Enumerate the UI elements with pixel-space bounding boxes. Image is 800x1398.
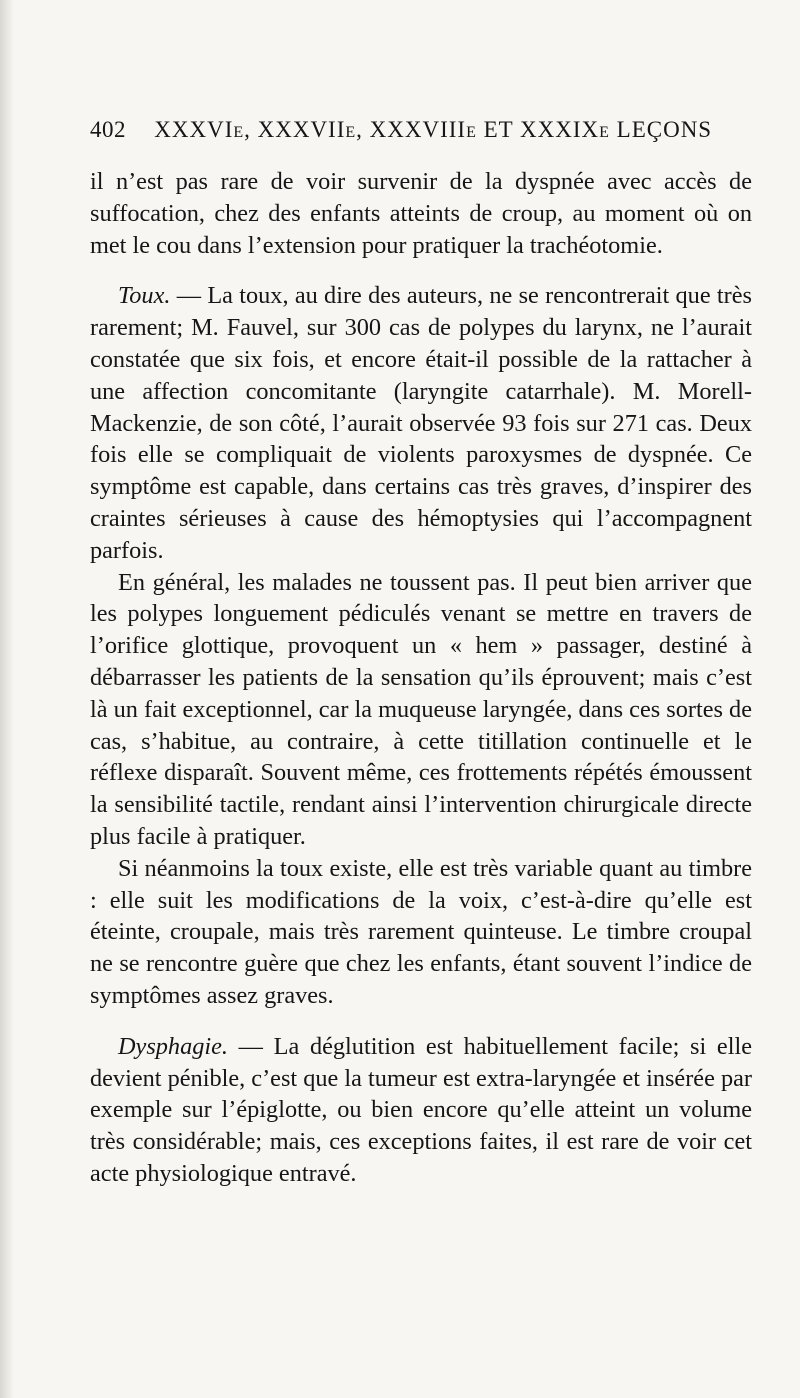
paragraph-dysphagie [90, 1031, 752, 1190]
paragraph-toux [90, 280, 752, 566]
paragraph-timbre: Si néanmoins la toux existe, elle est très variable quant au timbre : elle suit les modifications de la voix, c’est-à-dire qu’elle est éteinte, croupale, mais très rarement quinteuse. Le timbre croupal ne se rencontre guère que chez les enfants, étant souvent l’indice de symptômes assez graves. [90, 854, 752, 1009]
running-title: XXXVIe, XXXVIIe, XXXVIIIe ET XXXIXe LEÇONS [154, 117, 713, 142]
body-text [90, 166, 752, 1190]
section-lead-toux: Toux. [118, 282, 171, 310]
page-gutter-shadow [0, 0, 14, 1398]
paragraph-general: En général, les malades ne toussent pas. Il peut bien arriver que les polypes longuement pédiculés venant se mettre en travers de l’orifice glottique, provoquent un « hem » passager, destiné à débarrasser les patients de la sensation qu’ils éprouvent; mais c’est là un fait exceptionnel, car la muqueuse laryngée, dans ces sortes de cas, s’habitue, au contraire, à cette titillation continuelle et le réflexe disparaît. Souvent même, ces frottements répétés émoussent la sensibilité tactile, rendant ainsi l’intervention chirurgicale directe plus facile à pratiquer. [90, 568, 752, 850]
paragraph-continuation: il n’est pas rare de voir survenir de la dyspnée avec accès de suffocation, chez des enfants atteints de croup, au moment où on met le cou dans l’extension pour pratiquer la trachéotomie. [90, 168, 752, 259]
page-number: 402 [90, 117, 126, 142]
paragraph-toux-text: — La toux, au dire des auteurs, ne se rencontrerait que très rarement; M. Fauvel, sur 300 cas de polypes du larynx, ne l’aurait constatée que six fois, et encore était-il possible de la rattacher à une affection concomitante (laryngite catarrhale). M. Morell-Mackenzie, de son côté, l’aurait observée 93 fois sur 271 cas. Deux fois elle se compliquait de violents paroxysmes de dyspnée. Ce symptôme est capable, dans certains cas très graves, d’inspirer des craintes sérieuses à cause des hémoptysies qui l’accompagnent parfois. [90, 282, 752, 564]
section-lead-dysphagie: Dysphagie. [118, 1032, 228, 1060]
paragraph-dysphagie-text: — La déglutition est habituellement facile; si elle devient pénible, c’est que la tumeur est extra-laryngée et insérée par exemple sur l’épiglotte, ou bien encore qu’elle atteint un volume très considérable; mais, ces exceptions faites, il est rare de voir cet acte physiologique entravé. [90, 1032, 752, 1187]
running-head [90, 112, 752, 148]
